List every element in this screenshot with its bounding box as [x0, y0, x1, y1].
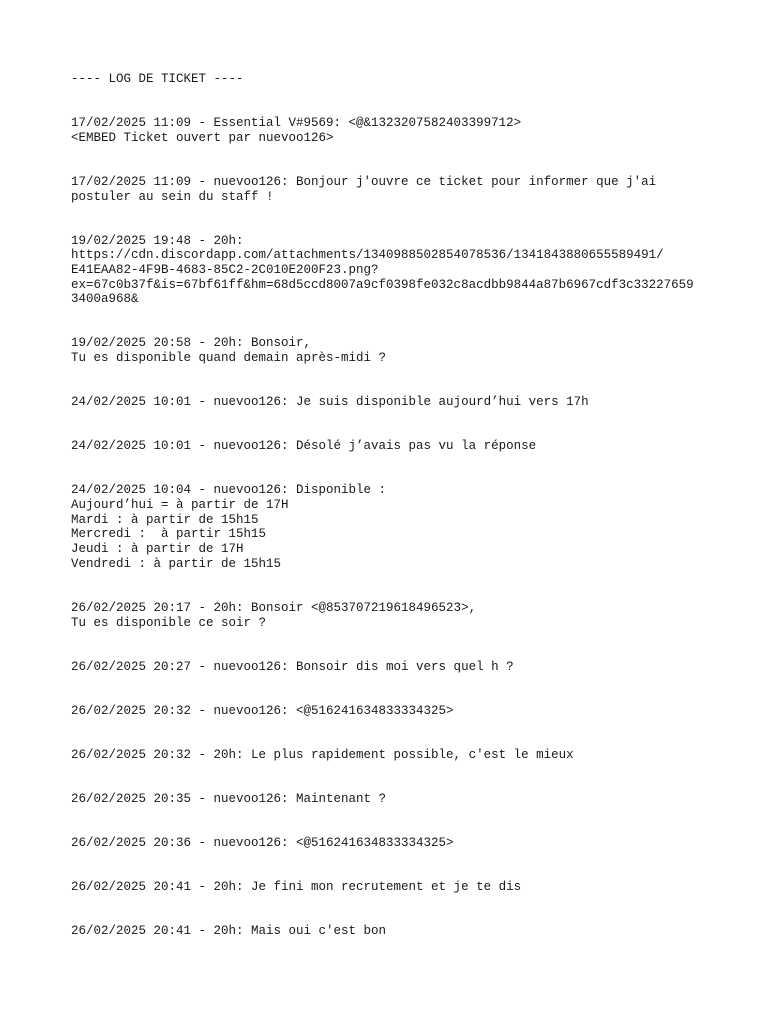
log-entry-continuation: postuler au sein du staff ! — [71, 189, 274, 204]
log-entry-continuation: Tu es disponible ce soir ? — [71, 615, 267, 630]
log-entry — [71, 660, 731, 675]
log-entry-message: 26/02/2025 20:36 - nuevoo126: <@516241634833334325> — [71, 835, 454, 850]
ticket-log — [71, 72, 731, 939]
log-entry-continuation: Tu es disponible quand demain après-midi ? — [71, 351, 387, 366]
log-entry — [71, 792, 731, 807]
log-entry-message: 26/02/2025 20:41 - 20h: Mais oui c'est bon — [71, 924, 387, 939]
log-entry-continuation: Vendredi : à partir de 15h15 — [71, 556, 282, 571]
entry-spacer — [71, 204, 731, 233]
entry-spacer — [71, 307, 731, 336]
log-entry-message: 24/02/2025 10:01 - nuevoo126: Je suis disponible aujourd’hui vers 17h — [71, 395, 589, 410]
log-entry — [71, 601, 731, 630]
log-entries — [71, 87, 731, 939]
entry-spacer — [71, 366, 731, 395]
log-entry-continuation: Mardi : à partir de 15h15 — [71, 512, 259, 527]
entry-spacer — [71, 851, 731, 880]
log-entry-continuation: 3400a968& — [71, 292, 139, 307]
entry-spacer — [71, 807, 731, 836]
log-entry — [71, 836, 731, 851]
log-entry-message: 26/02/2025 20:32 - 20h: Le plus rapidement possible, c'est le mieux — [71, 747, 574, 762]
log-entry — [71, 395, 731, 410]
log-entry-message: 17/02/2025 11:09 - nuevoo126: Bonjour j'ouvre ce ticket pour informer que j'ai — [71, 174, 657, 189]
log-entry — [71, 704, 731, 719]
log-entry-continuation: <EMBED Ticket ouvert par nuevoo126> — [71, 130, 334, 145]
log-entry-message: 24/02/2025 10:01 - nuevoo126: Désolé j’avais pas vu la réponse — [71, 439, 537, 454]
log-entry-continuation: Aujourd’hui = à partir de 17H — [71, 498, 289, 513]
log-entry — [71, 483, 731, 571]
log-entry-message: 26/02/2025 20:27 - nuevoo126: Bonsoir dis moi vers quel h ? — [71, 659, 514, 674]
log-entry-message: 26/02/2025 20:35 - nuevoo126: Maintenant ? — [71, 791, 387, 806]
log-entry-continuation: E41EAA82-4F9B-4683-85C2-2C010E200F23.png? — [71, 262, 379, 277]
entry-spacer — [71, 571, 731, 600]
log-entry-message: 17/02/2025 11:09 - Essential V#9569: <@&1323207582403399712> — [71, 116, 522, 131]
log-entry — [71, 748, 731, 763]
log-entry — [71, 234, 731, 307]
log-entry — [71, 924, 731, 939]
entry-spacer — [71, 762, 731, 791]
entry-spacer — [71, 718, 731, 747]
log-entry-continuation: Jeudi : à partir de 17H — [71, 542, 244, 557]
entry-spacer — [71, 454, 731, 483]
log-entry-message: 26/02/2025 20:32 - nuevoo126: <@516241634833334325> — [71, 703, 454, 718]
entry-spacer — [71, 410, 731, 439]
log-entry-message: 19/02/2025 19:48 - 20h: — [71, 233, 244, 248]
log-entry-message: 26/02/2025 20:41 - 20h: Je fini mon recrutement et je te dis — [71, 880, 522, 895]
entry-spacer — [71, 145, 731, 174]
log-header: ---- LOG DE TICKET ---- — [71, 72, 244, 86]
log-entry-message: 26/02/2025 20:17 - 20h: Bonsoir <@853707219618496523>, — [71, 600, 477, 615]
log-entry-continuation: https://cdn.discordapp.com/attachments/1340988502854078536/1341843880655589491/ — [71, 248, 664, 263]
log-entry — [71, 439, 731, 454]
log-entry — [71, 175, 731, 204]
entry-spacer — [71, 87, 731, 116]
log-entry-continuation: ex=67c0b37f&is=67bf61ff&hm=68d5ccd8007a9cf0398fe032c8acdbb9844a87b6967cdf3c33227659 — [71, 277, 694, 292]
entry-spacer — [71, 674, 731, 703]
log-entry-message: 24/02/2025 10:04 - nuevoo126: Disponible : — [71, 483, 387, 498]
log-entry — [71, 116, 731, 145]
log-entry-continuation: Mercredi : à partir 15h15 — [71, 527, 267, 542]
log-entry — [71, 336, 731, 365]
log-entry-message: 19/02/2025 20:58 - 20h: Bonsoir, — [71, 336, 312, 351]
log-entry — [71, 880, 731, 895]
entry-spacer — [71, 895, 731, 924]
entry-spacer — [71, 630, 731, 659]
